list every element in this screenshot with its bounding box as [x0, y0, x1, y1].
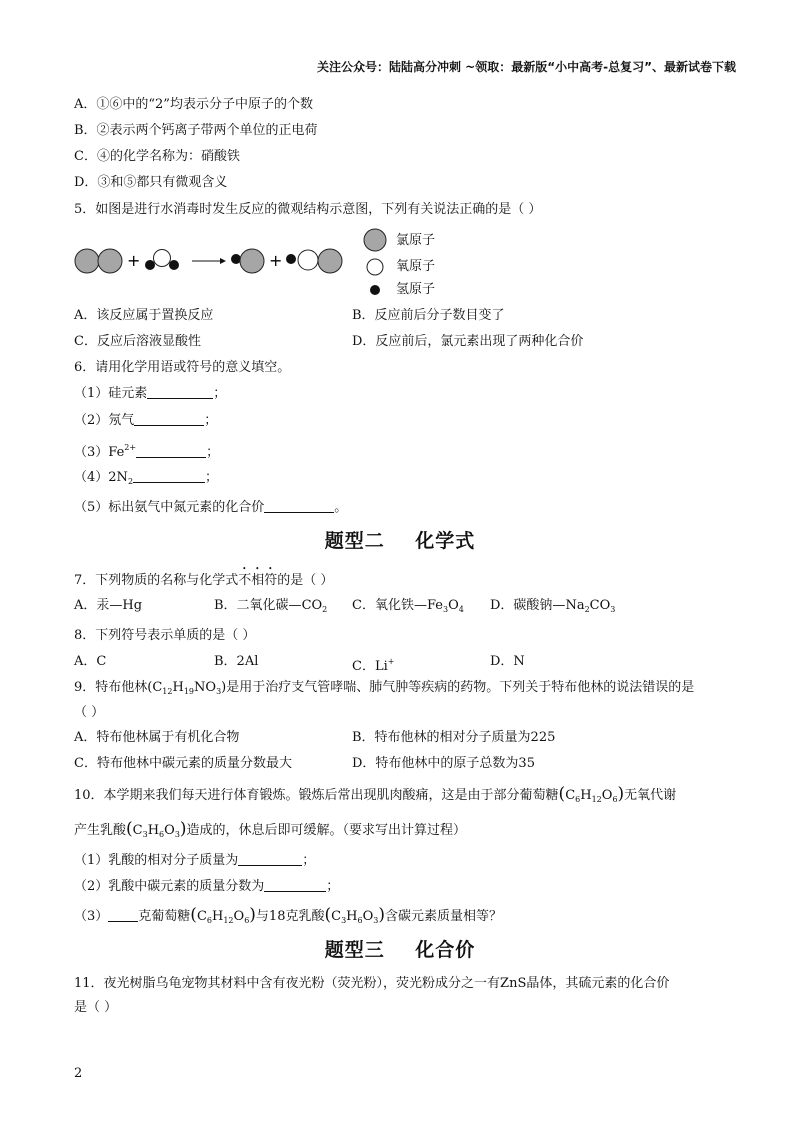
q8-option-b: B．2Al: [214, 654, 259, 669]
answer-blank: [133, 470, 205, 483]
legend-oxygen-label: 氧原子: [396, 259, 436, 274]
q7-stem: 7．下列物质的名称与化学式不相符的是（ ）: [74, 573, 334, 588]
oxygen-atom: [298, 250, 318, 270]
chlorine-atom: [240, 249, 264, 273]
q7-option-b: B．二氧化碳$—CO_2$: [214, 598, 328, 614]
q6-stem: 6．请用化学用语或符号的意义填空。: [74, 360, 291, 375]
legend-chlorine-label: 氯原子: [396, 233, 436, 248]
q8-option-c: C．Li+: [352, 657, 395, 674]
q7-option-d: D．碳酸钠$—Na_2CO_3$: [490, 598, 616, 614]
answer-blank: [238, 853, 302, 866]
q6-item-3: $(3)Fe^{2+}$ ；: [74, 443, 220, 460]
q10-line-2: 产生乳酸$(C_3H_6O_3)$造成的，休息后即可缓解。（要求写出计算过程）: [74, 819, 467, 839]
q9-stem: 9．特布他林$(C_{12}H_{19}NO_3)$是用于治疗支气管哮喘、肺气肿等疾病的药物。下列关于特布他林的说法错误的是: [74, 680, 695, 696]
answer-blank: [264, 879, 326, 892]
chlorine-atom: [318, 249, 342, 273]
q5-option-b: B．反应前后分子数目变了: [352, 308, 505, 323]
q6-item-1: （1）硅元素 ；: [74, 386, 227, 401]
q5-option-d: D．反应前后，氯元素出现了两种化合价: [352, 334, 584, 349]
section-title-2: 题型二 化学式: [324, 530, 476, 552]
q4-option-a: A．①⑥中的“2”均表示分子中原子的个数: [74, 97, 313, 112]
q8-stem: 8．下列符号表示单质的是（ ）: [74, 628, 256, 643]
legend-chlorine-icon: [364, 229, 386, 251]
q10-item-3: （3） 克葡萄糖$(C_6H_{12}O_6)$与18克乳酸$(C_3H_6O_3)$含碳元素质量相等？: [74, 905, 503, 925]
legend-oxygen-icon: [367, 259, 383, 275]
q9-option-d: D．特布他林中的原子总数为35: [352, 756, 535, 771]
q11-line-2: 是（ ）: [74, 1000, 118, 1015]
legend-hydrogen-icon: [370, 285, 380, 295]
q9-option-a: A．特布他林属于有机化合物: [74, 730, 240, 745]
q8-option-d: D．N: [490, 654, 525, 669]
chlorine-atom: [98, 249, 122, 273]
hydrogen-atom: [145, 260, 155, 270]
page-number: 2: [74, 1066, 83, 1081]
q4-option-b: B．②表示两个钙离子带两个单位的正电荷: [74, 123, 318, 138]
q4-option-d: D．③和⑤都只有微观含义: [74, 175, 228, 190]
hydrogen-atom: [169, 260, 179, 270]
q9-option-c: C．特布他林中碳元素的质量分数最大: [74, 756, 292, 771]
section-title-3: 题型三 化合价: [324, 939, 476, 961]
emphasized-text: 不相符: [238, 573, 278, 588]
svg-text:+: +: [127, 251, 141, 270]
q7-option-a: A．汞—Hg: [74, 598, 143, 613]
q10-line-1: 10．本学期来我们每天进行体育锻炼。锻炼后常出现肌肉酸痛，这是由于部分葡萄糖$(C_6H_{12}O_6)$无氧代谢: [74, 784, 677, 804]
q10-item-2: （2）乳酸中碳元素的质量分数为 ；: [74, 879, 340, 894]
q5-option-c: C．反应后溶液显酸性: [74, 334, 201, 349]
chlorine-atom: [75, 249, 99, 273]
legend-hydrogen-label: 氢原子: [396, 282, 436, 297]
answer-blank: [147, 386, 213, 399]
q7-option-c: C．氧化铁$—Fe_3O_4$: [352, 598, 464, 614]
q9-paren: （ ）: [74, 705, 105, 720]
q8-option-a: A．C: [74, 654, 107, 669]
q5-option-a: A．该反应属于置换反应: [74, 308, 214, 323]
q11-line-1: 11．夜光树脂乌龟宠物其材料中含有夜光粉（荧光粉），荧光粉成分之一有ZnS晶体，其硫元素的化合价: [74, 976, 670, 991]
answer-blank: [134, 413, 204, 426]
q4-option-c: C．④的化学名称为：硝酸铁: [74, 149, 240, 164]
answer-blank: [264, 500, 334, 513]
q10-item-1: （1）乳酸的相对分子质量为 ；: [74, 853, 316, 868]
hydrogen-atom: [286, 254, 296, 264]
oxygen-atom: [154, 250, 171, 267]
page-header: 关注公众号：陆陆高分冲刺 ~领取：最新版“小中高考-总复习”、最新试卷下载: [317, 60, 736, 74]
svg-text:+: +: [269, 251, 283, 270]
q5-stem: 5．如图是进行水消毒时发生反应的微观结构示意图，下列有关说法正确的是（ ）: [74, 202, 542, 217]
answer-blank: [108, 909, 138, 922]
q9-option-b: B．特布他林的相对分子质量为225: [352, 730, 556, 745]
q6-item-5: （5）标出氨气中氮元素的化合价 。: [74, 500, 348, 515]
q6-item-2: （2）氖气 ；: [74, 413, 218, 428]
hydrogen-atom: [231, 254, 241, 264]
q6-item-4: $(4)2N_2$ ；: [74, 470, 219, 486]
answer-blank: [136, 445, 206, 458]
